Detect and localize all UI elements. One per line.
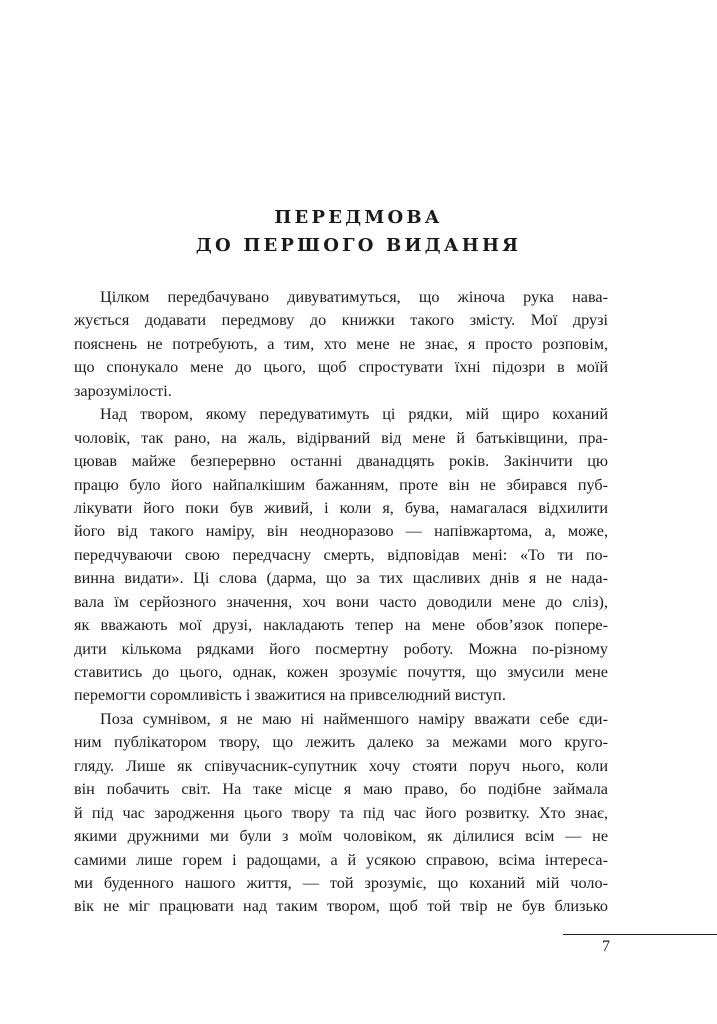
text-line: ставитись до цього, однак, кожен зрозуміє почуття, що змусили мене [74,663,608,681]
text-line: перемогти соромливість і зважитися на привселюдний виступ. [74,686,506,705]
body-text [74,286,608,919]
text-line: Цілком передбачувано дивуватимуться, що жіноча рука нава- [100,288,608,306]
text-line: самими лише горем і радощами, а й усякою справою, всіма інтереса- [74,850,608,869]
text-line: жується додавати передмову до книжки такого змісту. Мої друзі [74,311,608,330]
page-number: 7 [602,938,610,955]
paragraph [74,286,608,403]
text-line: дити кількома рядками його посмертну роботу. Можна по-різному [74,639,608,658]
text-line: Поза сумнівом, я не маю ні найменшого наміру вважати себе єди- [100,709,608,728]
text-line: що спонукало мене до цього, щоб спростувати їхні підозри в моїй [74,358,608,377]
text-line: пояснень не потребують, а тим, хто мене не знає, я просто розповім, [74,334,608,353]
text-line: ми буденного нашого життя, — той зрозуміє, що коханий мій чоло- [74,873,608,892]
chapter-subtitle: ДО ПЕРШОГО ВИДАННЯ [195,235,522,256]
text-line: якими дружними ми були з моїм чоловіком, як ділилися всім — не [74,827,608,846]
paragraph [74,403,608,708]
chapter-title: ПЕРЕДМОВА [274,207,443,228]
text-line: його від такого наміру, він неодноразово — напівжартома, а, може, [74,522,608,541]
text-line: вала їм серйозного значення, хоч вони часто доводили мене до сліз), [74,592,608,611]
text-line: гляду. Лише як співучасник-супутник хочу стояти поруч нього, коли [74,756,608,775]
text-line: ним публікатором твору, що лежить далеко за межами мого круго- [74,733,608,752]
text-line: працю було його найпалкішим бажанням, проте він не збирався пуб- [74,475,608,494]
text-line: чоловік, так рано, на жаль, відірваний від мене й батьківщини, пра- [74,428,608,447]
text-line: передчуваючи свою передчасну смерть, відповідав мені: «То ти по- [74,545,608,564]
footer-rule [563,934,717,935]
text-line: цював майже безперервно останні дванадцять років. Закінчити цю [74,452,608,471]
text-line: й під час зародження цього твору та під час його розвитку. Хто знає, [74,803,608,822]
paragraph [74,708,608,919]
text-line: зарозумілості. [74,381,172,400]
text-line: лікувати його поки був живий, і коли я, бува, намагалася відхилити [74,498,608,517]
text-line: як вважають мої друзі, накладають тепер на мене обов’язок попере- [74,616,608,635]
text-line: вік не міг працювати над таким твором, щоб той твір не був близько [74,897,608,916]
text-line: Над твором, якому передуватимуть ці рядки, мій щиро коханий [100,405,608,424]
text-line: винна видати». Ці слова (дарма, що за тих щасливих днів я не нада- [74,569,608,588]
text-line: він побачить світ. На таке місце я маю право, бо подібне займала [74,780,608,799]
